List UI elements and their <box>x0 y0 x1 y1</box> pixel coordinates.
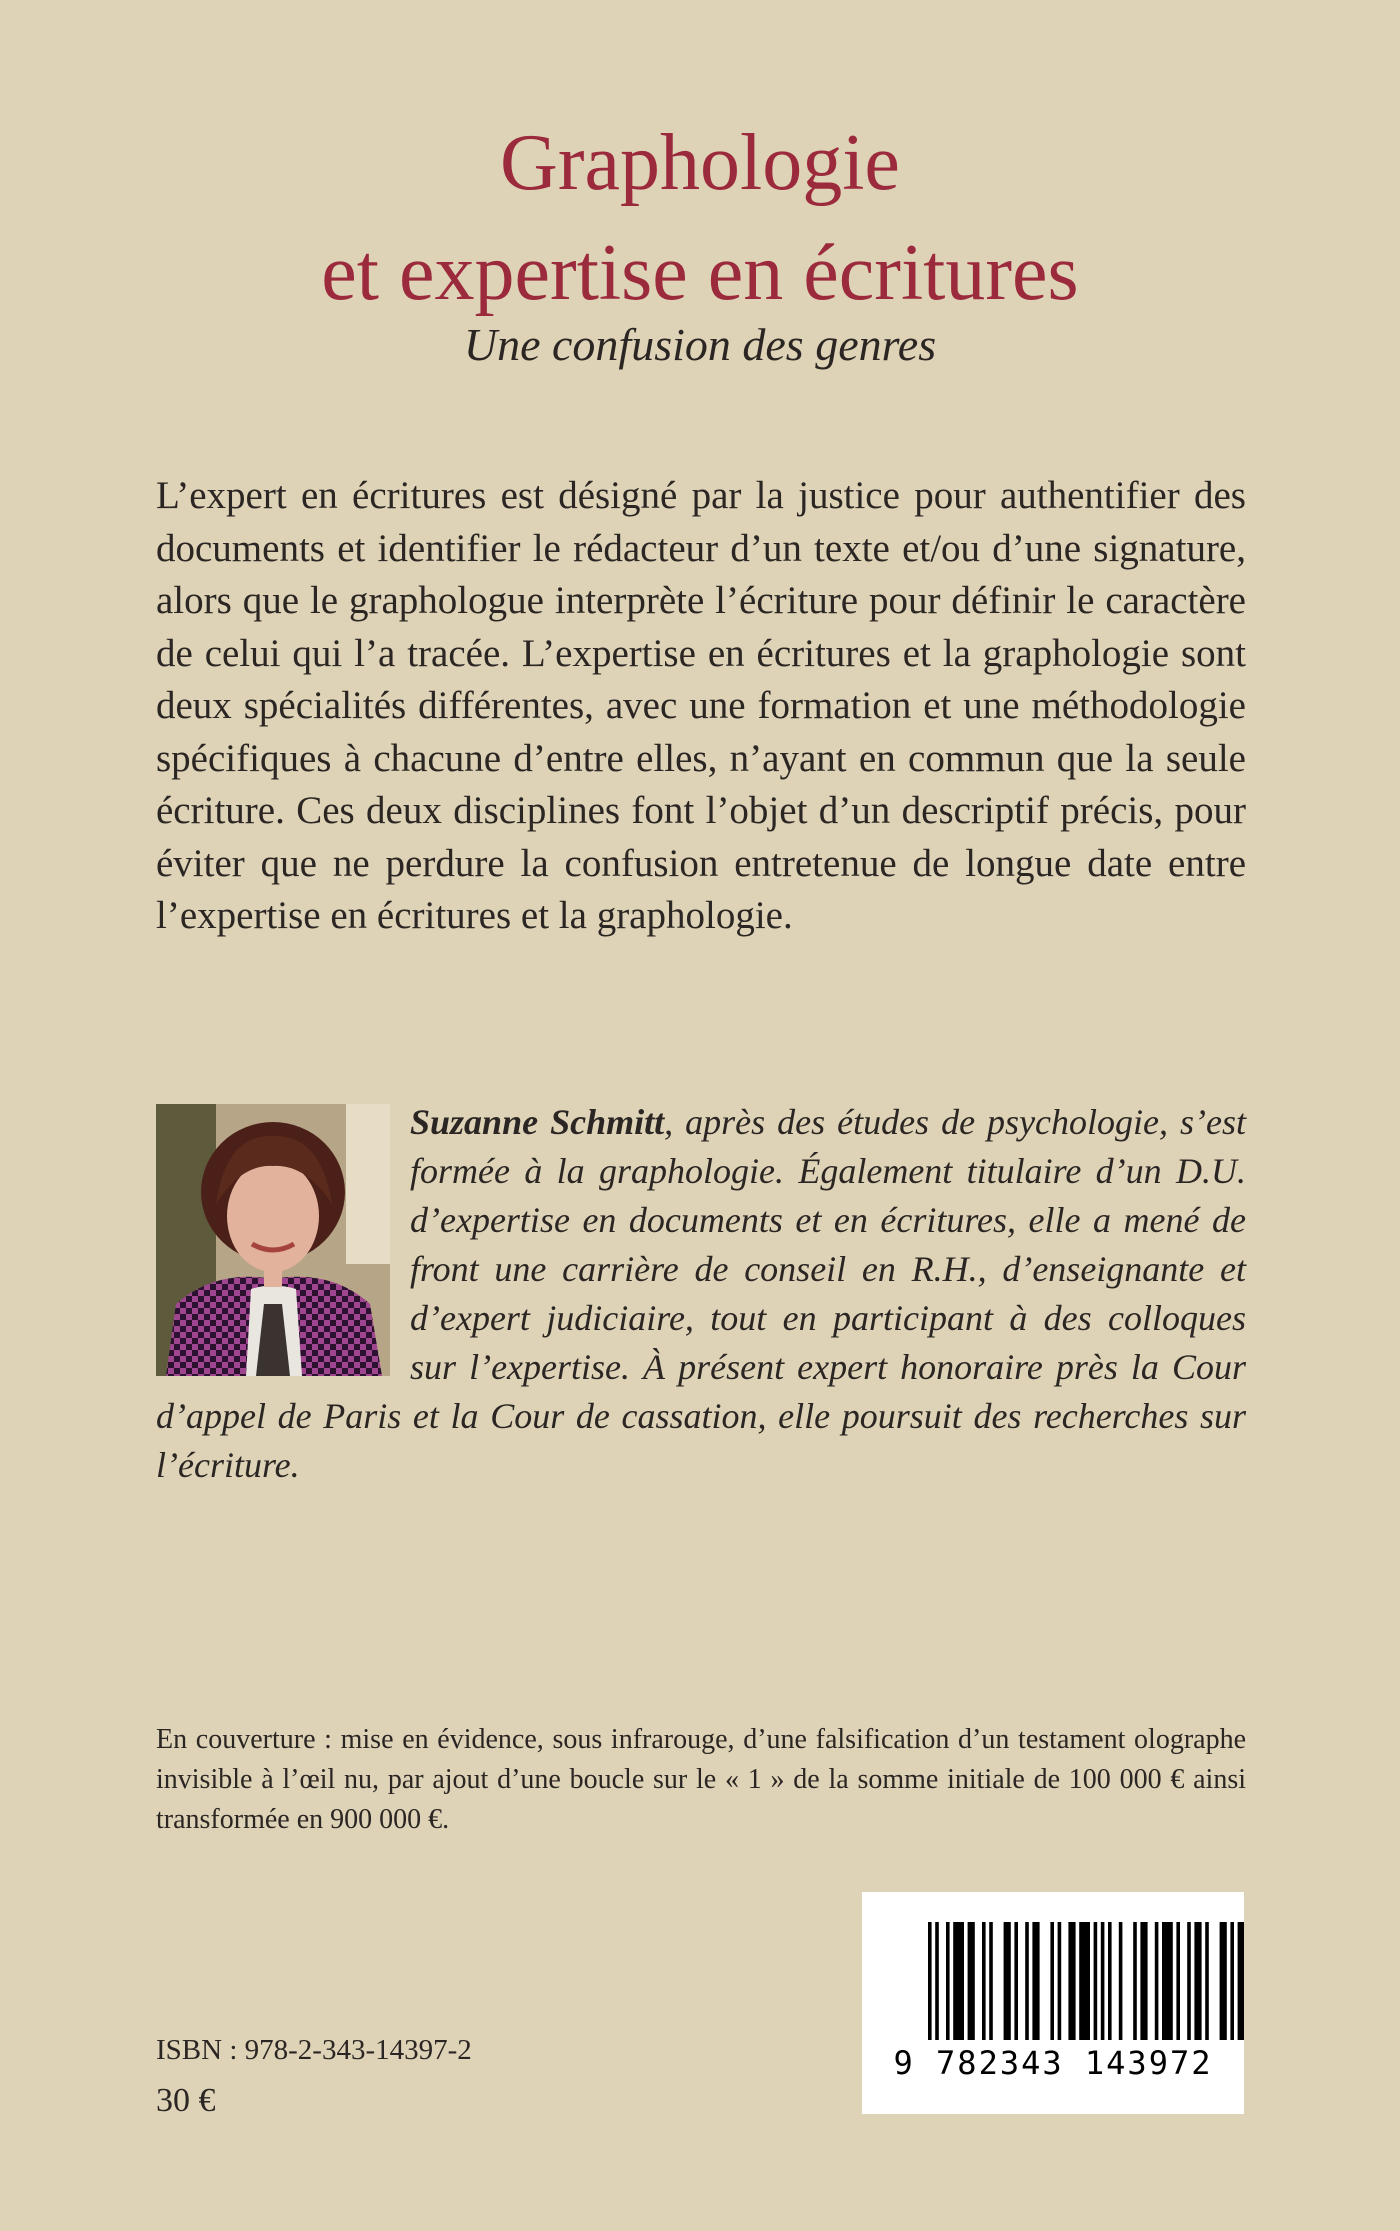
barcode-bar <box>1238 1922 1244 2040</box>
barcode-bar <box>982 1922 986 2040</box>
photo-spacer <box>156 1098 410 1392</box>
barcode-bar <box>1108 1922 1112 2040</box>
author-name: Suzanne Schmitt <box>410 1102 665 1142</box>
barcode-bar <box>1230 1922 1234 2040</box>
barcode-bar <box>968 1922 975 2040</box>
barcode-bar <box>1004 1922 1011 2040</box>
book-subtitle: Une confusion des genres <box>463 319 937 370</box>
cover-note: En couverture : mise en évidence, sous infrarouge, d’une falsification d’un testament olographe invisible à l’œil nu, par ajout d’une boucle sur le « 1 » de la somme initiale de 100 000 € ainsi transformée en 900 000 €. <box>156 1724 1246 1835</box>
author-bio <box>156 1098 1246 1490</box>
barcode-bar <box>1119 1922 1123 2040</box>
barcode-bar <box>1205 1922 1209 2040</box>
barcode-bar <box>1162 1922 1173 2040</box>
title-line-1: Graphologie <box>500 119 900 207</box>
barcode-bar <box>1194 1922 1201 2040</box>
barcode-bar <box>946 1922 950 2040</box>
barcode-bar <box>1058 1922 1062 2040</box>
barcode-bar <box>1032 1922 1039 2040</box>
barcode-bar <box>989 1922 993 2040</box>
barcode-bar <box>1014 1922 1018 2040</box>
barcode-bar <box>1155 1922 1159 2040</box>
barcode-bar <box>1176 1922 1180 2040</box>
barcode-bar <box>1079 1922 1090 2040</box>
barcode-bar <box>1025 1922 1029 2040</box>
barcode-bar <box>935 1922 939 2040</box>
title-line-2: et expertise en écritures <box>321 229 1079 317</box>
barcode-bar <box>1050 1922 1054 2040</box>
barcode-digits: 9 782343 143972 <box>893 2044 1213 2082</box>
barcode-bar <box>1133 1922 1137 2040</box>
barcode-bar <box>1101 1922 1105 2040</box>
barcode-bar <box>1187 1922 1191 2040</box>
barcode-bar <box>1140 1922 1147 2040</box>
isbn: ISBN : 978-2-343-14397-2 <box>156 2034 472 2066</box>
summary-paragraph: L’expert en écritures est désigné par la justice pour authentifier des documents et identifier le rédacteur d’un texte et/ou d’une signature, alors que le graphologue interprète l’écriture pour définir le caractère de celui qui l’a tracée. L’expertise en écritures et la graphologie sont deux spécialités différentes, avec une formation et une méthodologie spécifiques à chacune d’entre elles, n’ayant en commun que la seule écriture. Ces deux disciplines font l’objet d’un descriptif précis, pour éviter que ne perdure la confusion entretenue de longue date entre l’expertise en écritures et la graphologie. <box>156 474 1246 937</box>
barcode-bar <box>928 1922 932 2040</box>
book-title <box>0 108 1400 328</box>
author-bio-text: , après des études de psychologie, s’est formée à la graphologie. Également titulaire d’un D.U. d’expertise en documents et en écritures, elle a mené de front une carrière de conseil en R.H., d’enseignante et d’expert judiciaire, tout en participant à des colloques sur l’expertise. À présent expert honoraire près la Cour d’appel de Paris et la Cour de cassation, elle poursuit des recherches sur l’écriture. <box>156 1102 1246 1485</box>
barcode-bar <box>1068 1922 1075 2040</box>
barcode-bar <box>1220 1922 1227 2040</box>
barcode-bar <box>1094 1922 1098 2040</box>
price: 30 € <box>156 2082 216 2119</box>
barcode <box>862 1892 1244 2114</box>
barcode-bar <box>953 1922 964 2040</box>
